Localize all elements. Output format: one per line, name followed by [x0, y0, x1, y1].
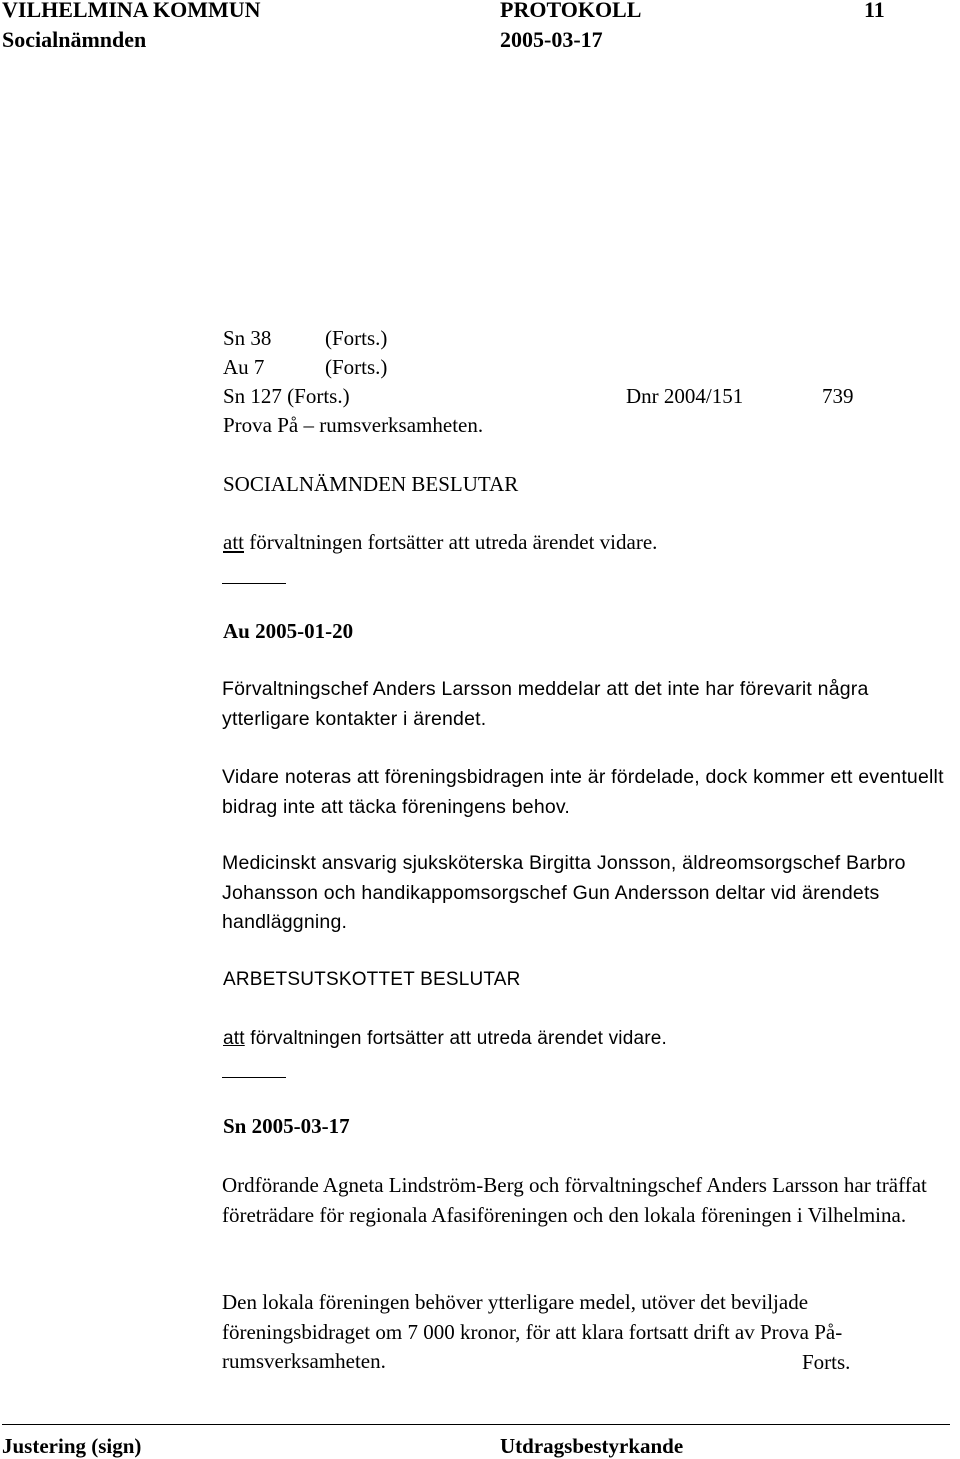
meeting-date: 2005-03-17 — [500, 27, 603, 52]
section-heading: Sn 2005-03-17 — [223, 1114, 350, 1138]
decision-heading: ARBETSUTSKOTTET BESLUTAR — [223, 969, 521, 990]
case-ref-label: Sn 127 (Forts.) — [223, 384, 350, 408]
page-number: 11 — [864, 0, 885, 22]
doc-type: PROTOKOLL — [500, 0, 642, 22]
justering-label: Justering (sign) — [2, 1434, 142, 1458]
paragraph-text: Den lokala föreningen behöver ytterligare medel, utöver det beviljade föreningsbidraget om 7 000 kronor, för att klara fortsatt drift av Prova På-rumsverksamheten. — [222, 1290, 843, 1373]
paragraph: Vidare noteras att föreningsbidragen inte är fördelade, dock kommer ett eventuellt bidrag inte att täcka föreningens behov. — [222, 766, 944, 818]
org-name: VILHELMINA KOMMUN — [2, 0, 261, 22]
case-ref-label: Sn 38 — [223, 326, 272, 350]
case-dnr-code: 739 — [822, 384, 854, 408]
separator-line — [222, 583, 286, 584]
case-ref-note: (Forts.) — [325, 326, 388, 350]
decision-text — [223, 1027, 667, 1051]
case-subject: Prova På – rumsverksamheten. — [223, 413, 484, 437]
footer-rule — [2, 1424, 950, 1425]
utdrag-label: Utdragsbestyrkande — [500, 1434, 684, 1458]
committee-name: Socialnämnden — [2, 27, 147, 52]
decision-heading: SOCIALNÄMNDEN BESLUTAR — [223, 472, 519, 496]
case-ref-label: Au 7 — [223, 355, 265, 379]
section-heading: Au 2005-01-20 — [223, 619, 354, 643]
separator-line — [222, 1077, 286, 1078]
case-dnr: Dnr 2004/151 — [626, 384, 744, 408]
paragraph: Medicinskt ansvarig sjuksköterska Birgitta Jonsson, äldreomsorgschef Barbro Johansson och handikappomsorgschef Gun Andersson deltar vid ärendets handläggning. — [222, 852, 906, 933]
decision-text — [223, 530, 657, 554]
decision-rest: förvaltningen fortsätter att utreda ärendet vidare. — [244, 1028, 668, 1049]
continued-marker: Forts. — [802, 1350, 851, 1374]
case-ref-note: (Forts.) — [325, 355, 388, 379]
paragraph: Förvaltningschef Anders Larsson meddelar att det inte har förevarit några ytterligare kontakter i ärendet. — [222, 678, 869, 730]
decision-rest: förvaltningen fortsätter att utreda ärendet vidare. — [244, 530, 658, 554]
paragraph: Ordförande Agneta Lindström-Berg och förvaltningschef Anders Larsson har träffat företrädare för regionala Afasiföreningen och den lokala föreningen i Vilhelmina. — [222, 1173, 927, 1227]
decision-att: att — [223, 530, 244, 554]
decision-att: att — [223, 1028, 245, 1049]
